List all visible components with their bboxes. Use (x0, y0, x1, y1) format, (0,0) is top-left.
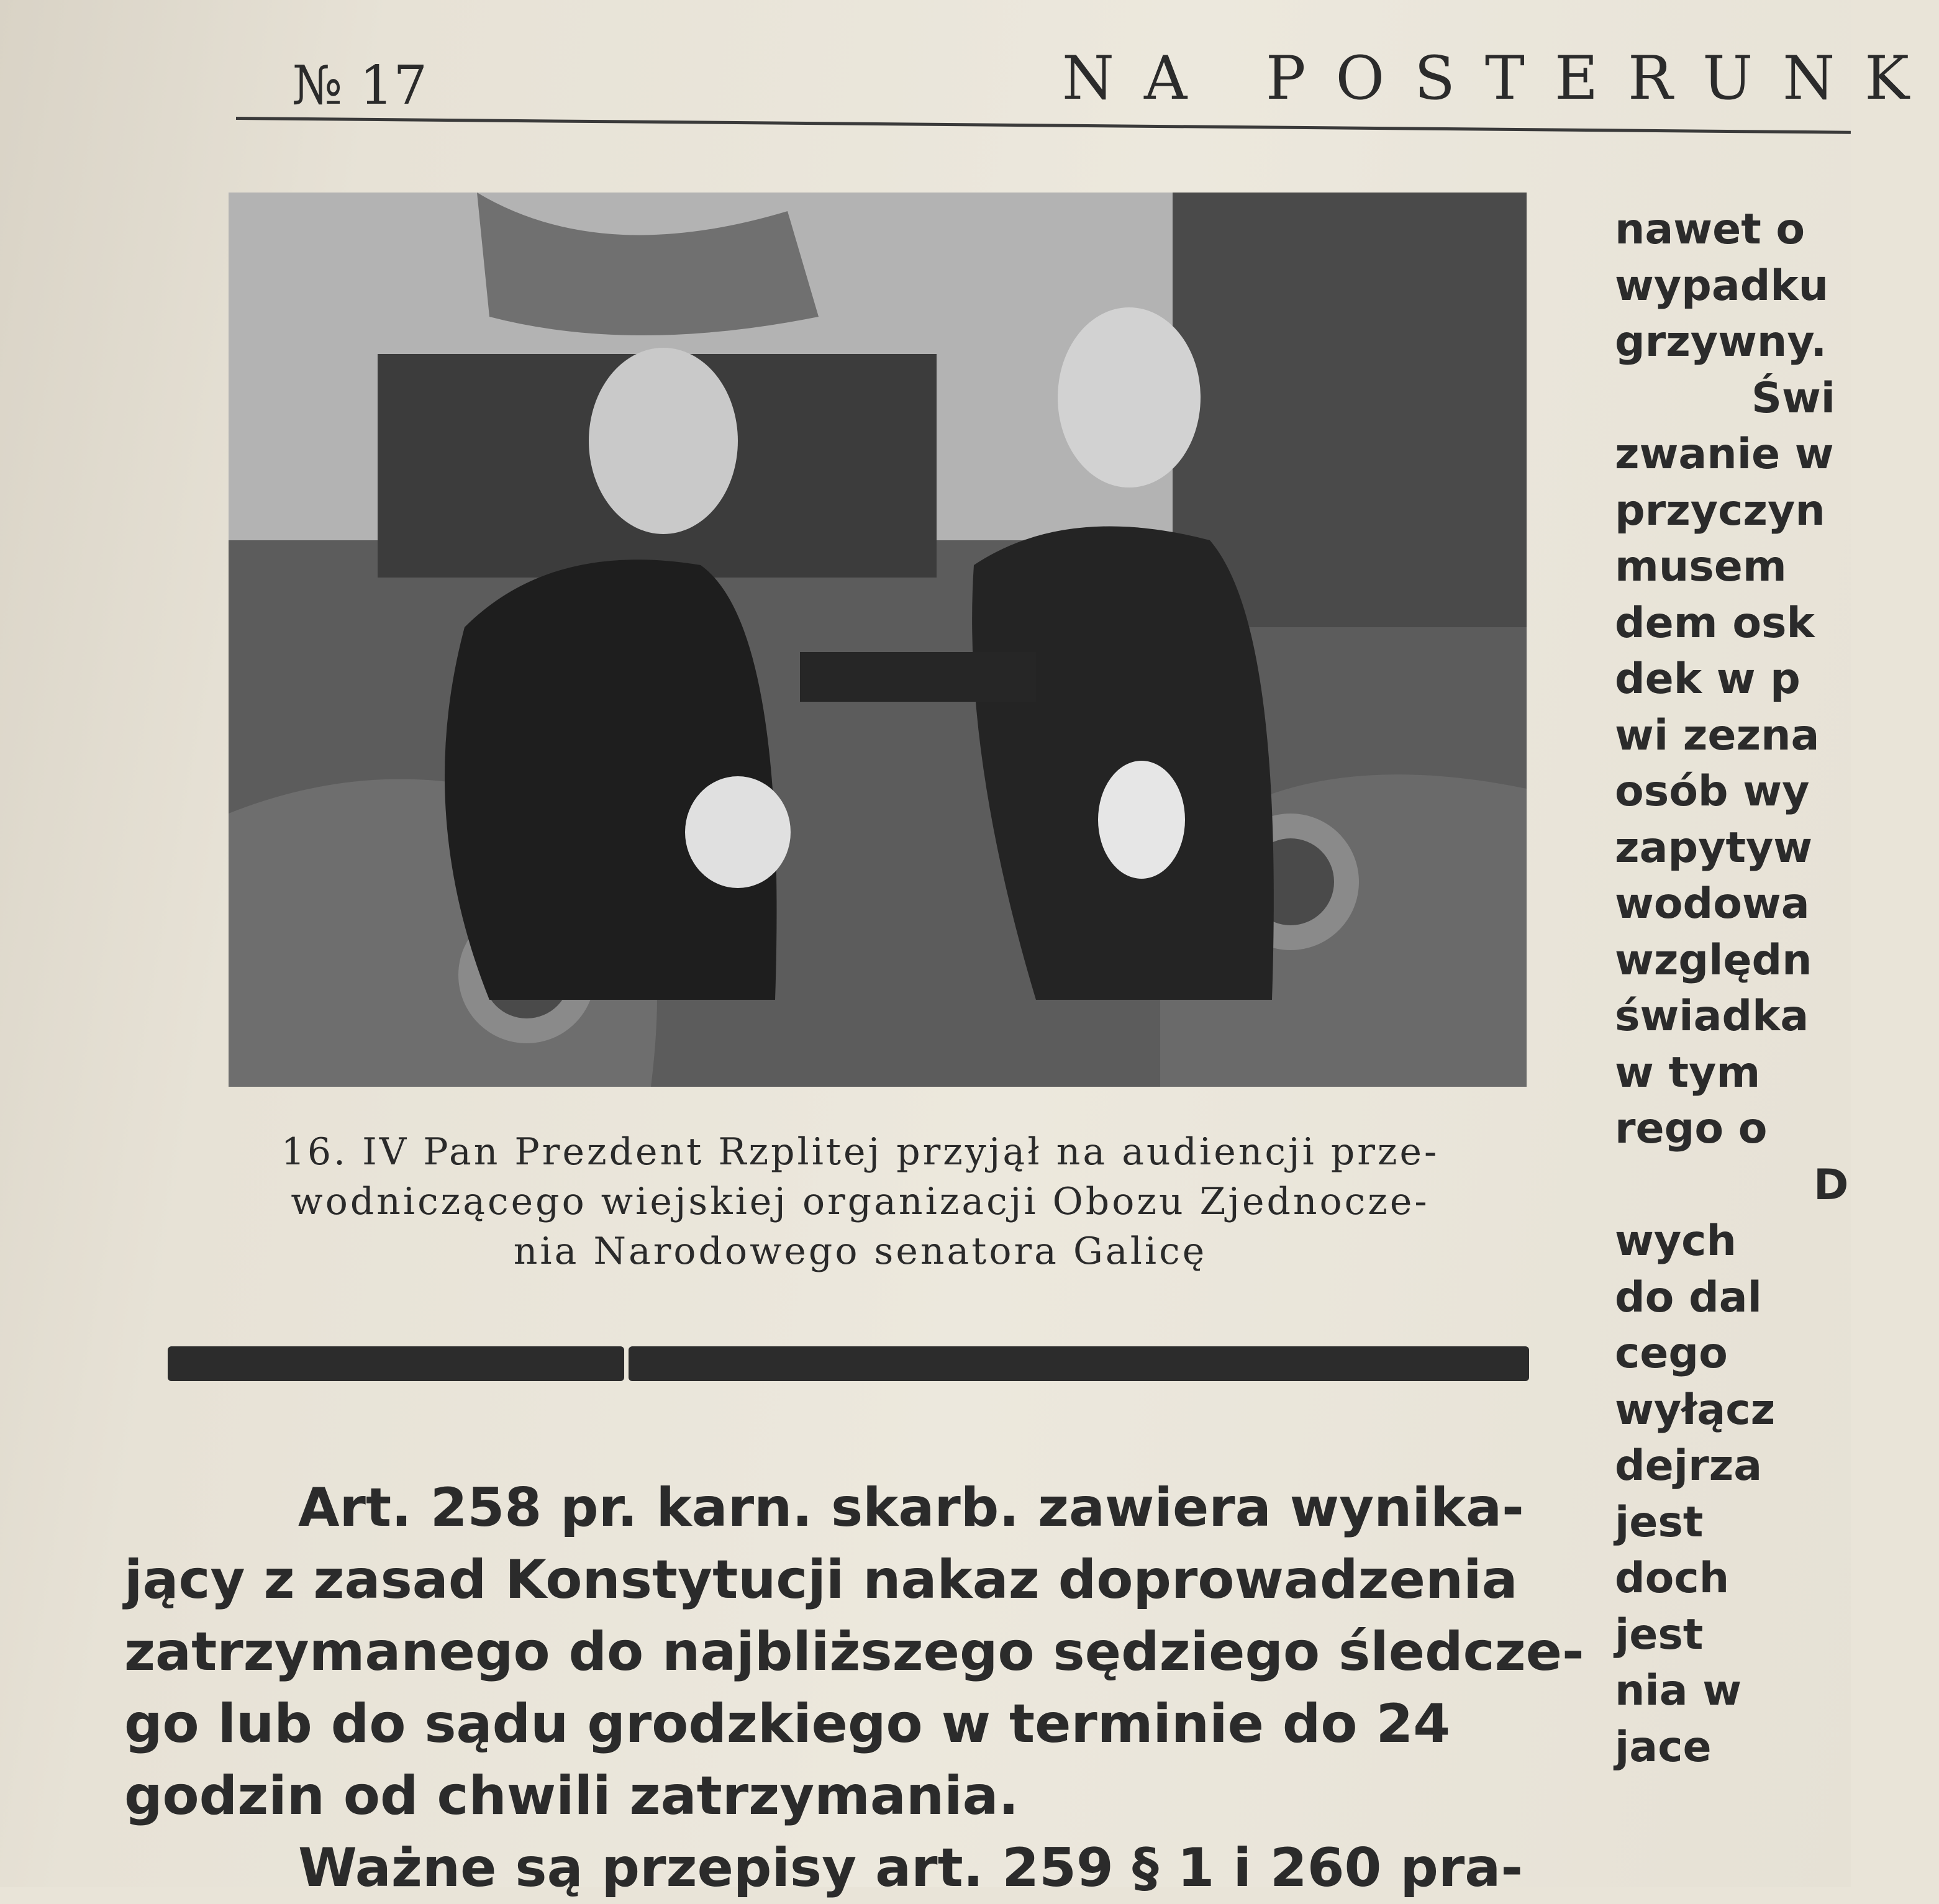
column-line: przyczyn (1615, 486, 1825, 535)
header-rule (236, 117, 1851, 134)
column-line: dek w p (1615, 655, 1800, 704)
column-line: w tym (1615, 1048, 1761, 1097)
article-line: go lub do sądu grodzkiego w terminie do 24 (124, 1693, 1451, 1755)
column-line: dem osk (1615, 598, 1815, 648)
column-line: musem (1615, 542, 1787, 591)
news-photograph (229, 193, 1527, 1087)
article-line: Ważne są przepisy art. 259 § 1 i 260 pra- (298, 1837, 1524, 1899)
column-line: zapytyw (1615, 823, 1813, 873)
caption-line: nia Narodowego senatora Galicę (513, 1230, 1207, 1273)
caption-line: wodniczącego wiejskiej organizacji Obozu Zjednocze- (291, 1180, 1430, 1223)
column-line: nia w (1615, 1666, 1742, 1715)
masthead-title: NA POSTERUNK (1062, 43, 1939, 113)
column-line: jest (1615, 1610, 1704, 1659)
column-line: świadka (1615, 992, 1809, 1041)
column-line: jest (1615, 1497, 1704, 1547)
column-line: wyłącz (1615, 1385, 1776, 1435)
column-line: jace (1615, 1722, 1712, 1772)
article-body (124, 1472, 1584, 1904)
article-line: zatrzymanego do najbliższego sędziego śledcze- (124, 1621, 1584, 1683)
column-line: grzywny. (1615, 317, 1827, 366)
column-line: nawet o (1615, 205, 1805, 254)
column-line: względn (1615, 935, 1812, 985)
article-line: Art. 258 pr. karn. skarb. zawiera wynika- (298, 1477, 1524, 1539)
column-line: doch (1615, 1554, 1730, 1603)
column-line: dejrza (1615, 1441, 1763, 1490)
column-line: wypadku (1615, 261, 1829, 311)
column-line: Świ (1751, 373, 1836, 423)
column-line: wych (1615, 1217, 1737, 1266)
column-line: cego (1615, 1329, 1728, 1378)
section-divider-right (629, 1346, 1529, 1381)
caption-line: 16. IV Pan Prezdent Rzplitej przyjął na audiencji prze- (281, 1130, 1440, 1174)
article-line: godzin od chwili zatrzymania. (124, 1765, 1019, 1827)
column-line: osób wy (1615, 767, 1810, 816)
article-line: jący z zasad Konstytucji nakaz doprowadzenia (124, 1549, 1518, 1611)
column-line: do dal (1615, 1272, 1762, 1322)
photograph-icon (229, 193, 1527, 1087)
section-divider-left (168, 1346, 624, 1381)
column-line: wi zezna (1615, 710, 1820, 760)
issue-number: № 17 (292, 55, 428, 117)
right-column-text (1615, 202, 1851, 1775)
column-line: D (1814, 1160, 1849, 1210)
photo-caption (193, 1127, 1528, 1276)
column-line: rego o (1615, 1104, 1768, 1153)
column-line: zwanie w (1615, 430, 1834, 479)
column-line: wodowa (1615, 879, 1810, 928)
